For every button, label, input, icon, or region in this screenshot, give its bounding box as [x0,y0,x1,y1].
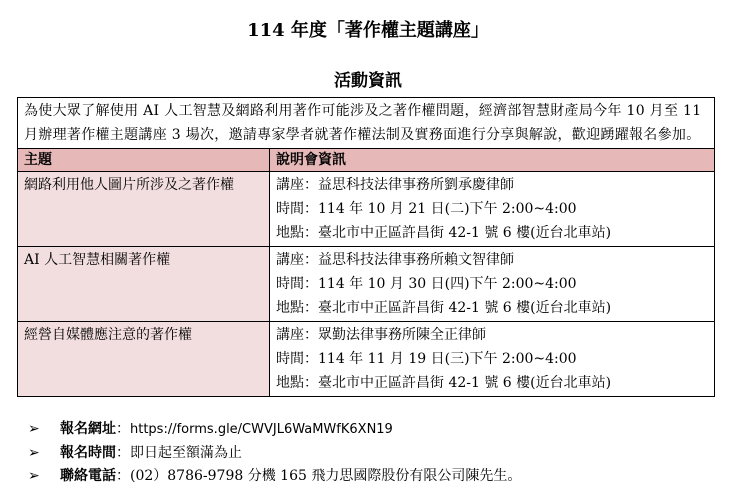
speaker-line: 講座：眾勤法律事務所陳全正律師 [276,327,486,343]
row-details [270,247,715,322]
location-line: 地點：臺北市中正區許昌街 42-1 號 6 樓(近台北車站) [276,375,612,391]
document-title: 114 年度「著作權主題講座」 [247,20,489,41]
row-topic: 網路利用他人圖片所涉及之著作權 [18,172,270,247]
separator: ： [116,421,130,437]
row-topic: AI 人工智慧相關著作權 [18,247,270,322]
row-details [270,322,715,397]
location-line: 地點：臺北市中正區許昌街 42-1 號 6 樓(近台北車站) [276,300,612,316]
table-header-row [18,149,715,172]
header-info: 說明會資訊 [270,149,715,172]
time-line: 時間：114 年 10 月 30 日(四)下午 2:00~4:00 [276,276,577,292]
time-line: 時間：114 年 11 月 19 日(三)下午 2:00~4:00 [276,351,577,367]
arrow-bullet-icon: ➢ [28,421,40,437]
header-topic: 主題 [18,149,270,172]
arrow-bullet-icon: ➢ [28,444,40,461]
registration-url-link[interactable]: https://forms.gle/CWVJL6WaMWfK6XN19 [130,422,393,437]
registration-url-item [28,418,521,442]
separator: ： [116,444,130,461]
time-line: 時間：114 年 10 月 21 日(二)下午 2:00~4:00 [276,201,577,217]
row-details [270,172,715,247]
table-row [18,172,715,247]
speaker-line: 講座：益思科技法律事務所劉承慶律師 [276,177,514,193]
contact-phone-item [28,465,521,489]
registration-time-label: 報名時間 [60,444,116,461]
separator: ： [116,468,130,484]
intro-paragraph: 為使大眾了解使用 AI 人工智慧及網路利用著作可能涉及之著作權問題，經濟部智慧財產局今年 10 月至 11 月辦理著作權主題講座 3 場次，邀請專家學者就著作權法制及實務面進行分享與解說，歡迎踴躍報名參加。 [18,98,715,149]
info-table [17,97,715,397]
table-row [18,322,715,397]
contact-phone-label: 聯絡電話 [60,468,116,484]
document-subtitle: 活動資訊 [334,71,402,91]
registration-time-value: 即日起至額滿為止 [130,444,242,461]
arrow-bullet-icon: ➢ [28,468,40,484]
speaker-line: 講座：益思科技法律事務所賴文智律師 [276,252,514,268]
table-row [18,247,715,322]
contact-phone-value: (02）8786-9798 分機 165 飛力思國際股份有限公司陳先生。 [130,468,522,484]
contact-list [28,418,521,489]
location-line: 地點：臺北市中正區許昌街 42-1 號 6 樓(近台北車站) [276,225,612,241]
registration-time-item [28,442,521,466]
row-topic: 經營自媒體應注意的著作權 [18,322,270,397]
registration-url-label: 報名網址 [60,421,116,437]
